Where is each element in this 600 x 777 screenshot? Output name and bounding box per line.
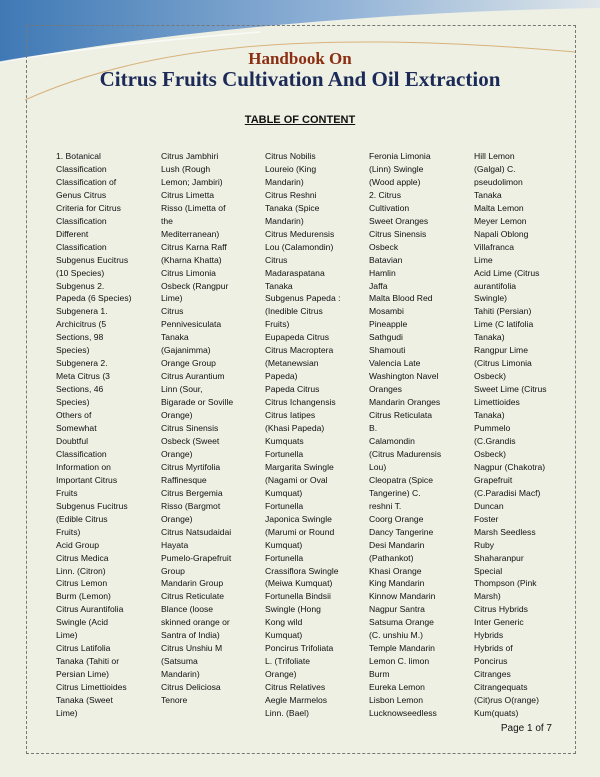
toc-line: Malta Lemon (474, 202, 524, 213)
toc-line: Fruits) (265, 319, 290, 330)
toc-line: Kinnow Mandarin (369, 591, 436, 602)
toc-line: Lou) (369, 461, 387, 472)
toc-line: Citrus Reticulata (369, 410, 433, 421)
toc-line: Tanaka) (474, 332, 505, 343)
toc-line: Subgenera 1. (56, 306, 108, 317)
toc-line: Shamouti (369, 345, 406, 356)
toc-line: B. (369, 423, 378, 434)
toc-line: Classification (56, 163, 107, 174)
toc-line: Tangerine) C. (369, 487, 421, 498)
toc-line: Feronia Limonia (369, 151, 431, 161)
toc-line: King Mandarin (369, 578, 425, 589)
toc-line: Tanaka (Sweet (56, 695, 113, 706)
toc-line: Osbeck (Rangpur (161, 280, 229, 291)
toc-line: Subgenus 2. (56, 280, 105, 291)
toc-line: Citrus Aurantifolia (56, 604, 124, 615)
toc-line: Temple Mandarin (369, 643, 435, 654)
toc-line: Acid Lime (Citrus (474, 267, 540, 278)
toc-line: Lime) (161, 293, 183, 304)
toc-line: Jaffa (369, 280, 388, 291)
toc-line: (C.Paradisi Macf) (474, 487, 541, 498)
toc-line: Lou (Calamondin) (265, 241, 334, 252)
toc-line: Citrus Bergemia (161, 487, 223, 498)
toc-line: Dancy Tangerine (369, 526, 434, 537)
toc-line: Archicitrus (5 (56, 319, 107, 330)
toc-line: Mandarin) (265, 215, 304, 226)
toc-line: (Kharna Khatta) (161, 254, 222, 265)
toc-line: Special (474, 565, 503, 576)
toc-line: Malta Blood Red (369, 293, 433, 304)
toc-line: Others of (56, 410, 92, 421)
toc-line: (Pathankot) (369, 552, 414, 563)
toc-line: Osbeck (Sweet (161, 435, 220, 446)
toc-line: Shaharanpur (474, 552, 524, 563)
toc-line: Somewhat (56, 423, 97, 434)
toc-line: Sections, 46 (56, 384, 104, 395)
toc-line: Tahiti (Persian) (474, 306, 532, 317)
toc-line: Hill Lemon (474, 151, 515, 161)
toc-line: Citranges (474, 669, 511, 680)
toc-line: Citrus Sinensis (369, 228, 427, 239)
toc-line: Kumquat) (265, 487, 303, 498)
toc-line: Osbeck) (474, 448, 506, 459)
toc-line: Desi Mandarin (369, 539, 425, 550)
toc-line: Lush (Rough (161, 163, 211, 174)
toc-line: Citrus Jambhiri (161, 151, 219, 161)
toc-line: Acid Group (56, 539, 99, 550)
toc-line: Lucknowseedless (369, 707, 437, 718)
toc-line: Japonica Swingle (265, 513, 332, 524)
toc-line: Different (56, 228, 89, 239)
toc-line: Doubtful (56, 435, 89, 446)
toc-line: Tanaka) (474, 410, 505, 421)
toc-line: Subgenus Fucitrus (56, 500, 128, 511)
toc-line: Eureka Lemon (369, 682, 425, 693)
toc-line: skinned orange or (161, 617, 230, 628)
toc-line: Osbeck) (474, 371, 506, 382)
toc-line: Kong wild (265, 617, 303, 628)
toc-line: Citrus (265, 254, 288, 265)
toc-line: Swingle) (474, 293, 507, 304)
toc-line: Hybrids of (474, 643, 513, 654)
toc-line: Fortunella Bindsii (265, 591, 331, 602)
toc-line: Cultivation (369, 202, 410, 213)
toc-line: Oranges (369, 384, 402, 395)
toc-line: Grapefruit (474, 474, 513, 485)
toc-line: Classification (56, 215, 107, 226)
toc-line: Citrus Limettioides (56, 682, 127, 693)
toc-line: L. (Trifoliate (265, 656, 311, 667)
toc-line: Group (161, 565, 185, 576)
toc-line: Sathgudi (369, 332, 403, 343)
toc-line: Citrus Medurensis (265, 228, 335, 239)
toc-line: Citrus Deliciosa (161, 682, 221, 693)
toc-line: Meta Citrus (3 (56, 371, 110, 382)
toc-line: Risso (Bargmot (161, 500, 221, 511)
toc-line: 1. Botanical (56, 151, 101, 161)
toc-line: Orange) (161, 513, 193, 524)
toc-line: Tanaka (474, 189, 502, 200)
toc-line: Hayata (161, 539, 189, 550)
toc-line: Valencia Late (369, 358, 421, 369)
toc-line: Kumquat) (265, 539, 303, 550)
toc-line: Subgenus Eucitrus (56, 254, 129, 265)
toc-line: Information on (56, 461, 111, 472)
toc-line: Lime (C latifolia (474, 319, 534, 330)
toc-line: (Metanewsian (265, 358, 319, 369)
toc-line: Tanaka (Spice (265, 202, 320, 213)
toc-line: Eupapeda Citrus (265, 332, 330, 343)
toc-line: Madaraspatana (265, 267, 325, 278)
toc-line: Mediterranean) (161, 228, 220, 239)
toc-line: Persian Lime) (56, 669, 110, 680)
toc-line: Important Citrus (56, 474, 118, 485)
toc-line: Santra of India) (161, 630, 220, 641)
toc-line: (Linn) Swingle (369, 163, 424, 174)
toc-line: (C.Grandis (474, 435, 516, 446)
toc-line: Tanaka (265, 280, 293, 291)
toc-line: Mandarin Group (161, 578, 224, 589)
toc-line: Citrus Aurantium (161, 371, 225, 382)
toc-line: Risso (Limetta of (161, 202, 226, 213)
toc-line: Mandarin) (265, 176, 304, 187)
toc-line: Criteria for Citrus (56, 202, 121, 213)
toc-column-5 (474, 150, 547, 720)
toc-column-2 (161, 150, 233, 707)
page-number: Page 1 of 7 (500, 723, 552, 734)
toc-line: Burm (369, 669, 390, 680)
toc-line: reshni T. (369, 500, 402, 511)
toc-line: Washington Navel (369, 371, 439, 382)
toc-line: (Citrus Madurensis (369, 448, 442, 459)
toc-line: Sweet Lime (Citrus (474, 384, 547, 395)
toc-line: Papeda (6 Species) (56, 293, 132, 304)
toc-line: Citrus Limonia (161, 267, 216, 278)
toc-line: (Khasi Papeda) (265, 423, 325, 434)
toc-line: Mosambi (369, 306, 404, 317)
toc-line: (Citrus Limonia (474, 358, 532, 369)
toc-line: Napali Oblong (474, 228, 529, 239)
toc-line: Khasi Orange (369, 565, 422, 576)
toc-line: Lisbon Lemon (369, 695, 423, 706)
toc-line: Subgenus Papeda : (265, 293, 341, 304)
toc-line: Citrus Ichangensis (265, 397, 336, 408)
toc-line: Cleopatra (Spice (369, 474, 434, 485)
toc-line: Rangpur Lime (474, 345, 528, 356)
toc-line: Papeda Citrus (265, 384, 320, 395)
toc-line: Loureio (King (265, 163, 317, 174)
toc-line: Hamlin (369, 267, 396, 278)
toc-line: (Gajanimma) (161, 345, 211, 356)
toc-line: Citrus Macroptera (265, 345, 334, 356)
toc-line: Citrus Myrtifolia (161, 461, 221, 472)
toc-line: Linn. (Citron) (56, 565, 106, 576)
toc-line: Limettioides (474, 397, 520, 408)
toc-line: Citrus Nobilis (265, 151, 316, 161)
toc-line: Thompson (Pink (474, 578, 537, 589)
toc-line: Tenore (161, 695, 188, 706)
toc-line: Citrus Natsudaidai (161, 526, 232, 537)
toc-column-3 (265, 150, 341, 720)
toc-line: Papeda) (265, 371, 298, 382)
toc-line: Citrus Latifolia (56, 643, 111, 654)
toc-line: Citrus Hybrids (474, 604, 528, 615)
toc-line: aurantifolia (474, 280, 517, 291)
toc-line: Pennivesiculata (161, 319, 222, 330)
toc-line: Lime) (56, 707, 78, 718)
toc-line: Lemon; Jambiri) (161, 176, 223, 187)
toc-line: Bigarade or Soville (161, 397, 234, 408)
toc-line: Species) (56, 345, 90, 356)
toc-line: Kumquats (265, 435, 304, 446)
toc-column-4 (369, 150, 441, 720)
toc-line: Fortunella (265, 552, 304, 563)
toc-line: Citrus Reshni (265, 189, 317, 200)
toc-line: Classification of (56, 176, 117, 187)
toc-line: Mandarin Oranges (369, 397, 441, 408)
toc-line: Hybrids (474, 630, 504, 641)
toc-line: Nagpur (Chakotra) (474, 461, 546, 472)
toc-line: Margarita Swingle (265, 461, 334, 472)
toc-line: Subgenera 2. (56, 358, 108, 369)
toc-line: (Galgal) C. (474, 163, 516, 174)
toc-line: Meyer Lemon (474, 215, 527, 226)
toc-line: Citrus Sinensis (161, 423, 219, 434)
toc-line: (Nagami or Oval (265, 474, 328, 485)
toc-line: Orange) (161, 448, 193, 459)
toc-line: Ruby (474, 539, 495, 550)
toc-line: Orange Group (161, 358, 216, 369)
toc-line: Raffinesque (161, 474, 207, 485)
toc-line: Orange) (265, 669, 297, 680)
toc-line: Tanaka (Tahiti or (56, 656, 120, 667)
toc-line: Citrus Karna Raff (161, 241, 227, 252)
handbook-subtitle: Handbook On (248, 49, 352, 68)
toc-line: 2. Citrus (369, 189, 401, 200)
toc-line: Citrus (161, 306, 184, 317)
toc-line: Lime) (56, 630, 78, 641)
toc-line: Fortunella (265, 500, 304, 511)
toc-line: Kumquat) (265, 630, 303, 641)
toc-line: Nagpur Santra (369, 604, 425, 615)
toc-column-1 (56, 150, 131, 720)
toc-line: (Cit)rus O(range) (474, 695, 539, 706)
toc-line: Inter Generic (474, 617, 524, 628)
toc-line: Fortunella (265, 448, 304, 459)
toc-line: (Inedible Citrus (265, 306, 323, 317)
toc-line: Sections, 98 (56, 332, 104, 343)
toc-line: (Edible Citrus (56, 513, 108, 524)
toc-line: Kum(quats) (474, 707, 519, 718)
toc-line: (Satsuma (161, 656, 198, 667)
toc-line: Linn (Sour, (161, 384, 203, 395)
toc-line: Citrangequats (474, 682, 528, 693)
toc-line: Swingle (Hong (265, 604, 321, 615)
toc-line: Citrus Unshiu M (161, 643, 223, 654)
toc-line: Swingle (Acid (56, 617, 109, 628)
toc-line: Burm (Lemon) (56, 591, 111, 602)
toc-line: Genus Citrus (56, 189, 107, 200)
toc-line: Citrus Reticulate (161, 591, 225, 602)
toc-line: Villafranca (474, 241, 514, 252)
toc-line: Orange) (161, 410, 193, 421)
toc-line: (C. unshiu M.) (369, 630, 423, 641)
toc-line: Citrus Lemon (56, 578, 108, 589)
toc-line: Pumelo-Grapefruit (161, 552, 232, 563)
toc-line: Linn. (Bael) (265, 707, 309, 718)
toc-line: Fruits (56, 487, 78, 498)
toc-line: Citrus Iatipes (265, 410, 316, 421)
toc-line: (10 Species) (56, 267, 105, 278)
toc-line: (Wood apple) (369, 176, 421, 187)
toc-line: Classification (56, 448, 107, 459)
toc-line: Batavian (369, 254, 403, 265)
toc-line: Pineapple (369, 319, 408, 330)
toc-line: Citrus Relatives (265, 682, 326, 693)
toc-line: Mandarin) (161, 669, 200, 680)
toc-line: (Marumi or Round (265, 526, 335, 537)
toc-line: Calamondin (369, 435, 415, 446)
toc-line: the (161, 215, 173, 226)
toc-line: Coorg Orange (369, 513, 424, 524)
toc-line: Citrus Limetta (161, 189, 215, 200)
toc-line: Sweet Oranges (369, 215, 429, 226)
toc-line: Classification (56, 241, 107, 252)
toc-line: (Meiwa Kumquat) (265, 578, 333, 589)
toc-line: Tanaka (161, 332, 189, 343)
toc-line: Duncan (474, 500, 504, 511)
toc-line: Osbeck (369, 241, 399, 252)
toc-line: Foster (474, 513, 499, 524)
toc-line: pseudolimon (474, 176, 523, 187)
book-title: Citrus Fruits Cultivation And Oil Extraction (99, 67, 501, 91)
toc-line: Marsh Seedless (474, 526, 536, 537)
toc-line: Lemon C. limon (369, 656, 430, 667)
toc-line: Marsh) (474, 591, 501, 602)
toc-line: Citrus Medica (56, 552, 109, 563)
toc-line: Crassiflora Swingle (265, 565, 339, 576)
toc-line: Blance (loose (161, 604, 214, 615)
toc-line: Species) (56, 397, 90, 408)
toc-line: Poncirus Trifoliata (265, 643, 334, 654)
toc-line: Fruits) (56, 526, 81, 537)
toc-line: Lime (474, 254, 493, 265)
toc-line: Satsuma Orange (369, 617, 434, 628)
toc-line: Poncirus (474, 656, 508, 667)
toc-heading: TABLE OF CONTENT (244, 114, 356, 126)
toc-line: Pummelo (474, 423, 511, 434)
toc-line: Aegle Marmelos (265, 695, 328, 706)
